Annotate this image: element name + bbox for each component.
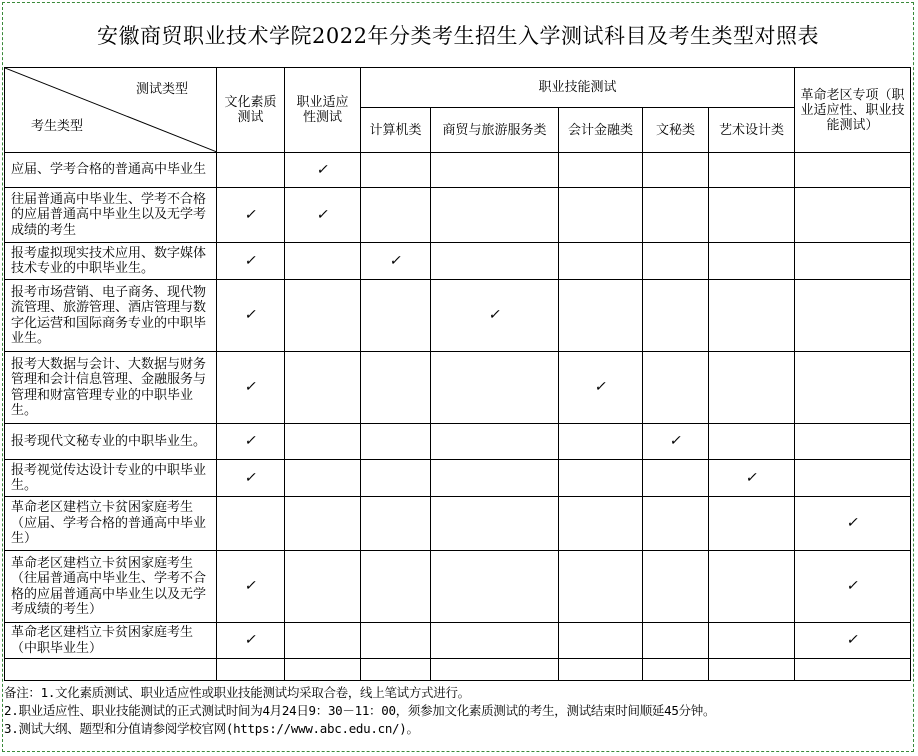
- corner-bottom-label: 考生类型: [31, 119, 84, 134]
- row-label: 报考市场营销、电子商务、现代物流管理、旅游管理、酒店管理与数字化运营和国际商务专业的中职毕业生。: [5, 280, 217, 352]
- check-cell: [285, 497, 361, 551]
- check-mark-icon: ✓: [243, 379, 259, 395]
- check-cell: [795, 497, 911, 551]
- row-label: 往届普通高中毕业生、学考不合格的应届普通高中毕业生以及无学考成绩的考生: [5, 188, 217, 243]
- check-cell: [431, 497, 559, 551]
- check-cell: [361, 551, 431, 623]
- row-label: 应届、学考合格的普通高中毕业生: [5, 153, 217, 188]
- empty-cell: [285, 659, 361, 681]
- empty-cell: [559, 659, 643, 681]
- table-row: [5, 424, 911, 460]
- check-cell: [559, 280, 643, 352]
- check-cell: [643, 188, 709, 243]
- corner-top-label: 测试类型: [135, 82, 188, 97]
- page-title: 安徽商贸职业技术学院2022年分类考生招生入学测试科目及考生类型对照表: [97, 24, 819, 48]
- row-label: 革命老区建档立卡贫困家庭考生（往届普通高中毕业生、学考不合格的应届普通高中毕业生以及无学考成绩的考生）: [5, 551, 217, 623]
- check-cell: [795, 153, 911, 188]
- check-cell: [709, 243, 795, 280]
- check-cell: [795, 243, 911, 280]
- check-cell: [559, 460, 643, 497]
- check-mark-icon: ✓: [668, 433, 684, 449]
- check-cell: [285, 188, 361, 243]
- check-mark-icon: ✓: [243, 433, 259, 449]
- check-mark-icon: ✓: [243, 252, 259, 269]
- check-cell: [217, 551, 285, 623]
- empty-cell: [709, 659, 795, 681]
- check-mark-icon: ✓: [243, 307, 259, 323]
- note-line: 2.职业适应性、职业技能测试的正式测试时间为4月24日9：30－11：00，须参加文化素质测试的考生，测试结束时间顺延45分钟。: [4, 703, 716, 718]
- col-header-skill-computer: 计算机类: [361, 108, 431, 153]
- note-line: 备注：1.文化素质测试、职业适应性或职业技能测试均采取合卷，线上笔试方式进行。: [4, 685, 470, 700]
- check-cell: [795, 424, 911, 460]
- check-cell: [795, 280, 911, 352]
- check-cell: [285, 153, 361, 188]
- check-cell: [643, 460, 709, 497]
- check-mark-icon: ✓: [243, 206, 259, 223]
- check-cell: [431, 424, 559, 460]
- col-header-skill-group: 职业技能测试: [361, 68, 795, 108]
- check-cell: [217, 424, 285, 460]
- row-label: 报考虚拟现实技术应用、数字媒体技术专业的中职毕业生。: [5, 243, 217, 280]
- check-mark-icon: ✓: [593, 379, 609, 395]
- check-cell: [285, 424, 361, 460]
- check-cell: [361, 153, 431, 188]
- check-cell: [361, 497, 431, 551]
- col-header-skill-finance: 会计金融类: [559, 108, 643, 153]
- check-cell: [217, 352, 285, 424]
- col-header-skill-trade: 商贸与旅游服务类: [431, 108, 559, 153]
- check-cell: [285, 623, 361, 659]
- empty-cell: [795, 659, 911, 681]
- check-cell: [285, 280, 361, 352]
- check-mark-icon: ✓: [315, 161, 331, 178]
- table-row: [5, 497, 911, 551]
- row-label: 报考视觉传达设计专业的中职毕业生。: [5, 460, 217, 497]
- table-row: [5, 153, 911, 188]
- check-cell: [217, 243, 285, 280]
- check-mark-icon: ✓: [845, 632, 861, 648]
- empty-cell: [5, 659, 217, 681]
- check-cell: [361, 243, 431, 280]
- check-cell: [795, 551, 911, 623]
- row-label: 革命老区建档立卡贫困家庭考生（中职毕业生）: [5, 623, 217, 659]
- subject-table: [4, 67, 911, 681]
- table-row: [5, 460, 911, 497]
- table-row: [5, 243, 911, 280]
- check-cell: [285, 551, 361, 623]
- check-cell: [559, 188, 643, 243]
- check-mark-icon: ✓: [487, 307, 503, 323]
- table-row: [5, 352, 911, 424]
- empty-cell: [361, 659, 431, 681]
- check-cell: [559, 497, 643, 551]
- check-mark-icon: ✓: [315, 206, 331, 223]
- check-cell: [643, 153, 709, 188]
- table-row: [5, 623, 911, 659]
- check-cell: [643, 280, 709, 352]
- check-cell: [559, 352, 643, 424]
- col-header-skill-art: 艺术设计类: [709, 108, 795, 153]
- check-cell: [709, 352, 795, 424]
- empty-cell: [217, 659, 285, 681]
- check-cell: [361, 280, 431, 352]
- check-cell: [285, 460, 361, 497]
- check-cell: [431, 551, 559, 623]
- check-cell: [559, 153, 643, 188]
- check-cell: [285, 243, 361, 280]
- check-cell: [643, 424, 709, 460]
- notes-section: [4, 684, 912, 738]
- corner-header-cell: [5, 68, 217, 153]
- check-cell: [361, 188, 431, 243]
- check-cell: [795, 352, 911, 424]
- check-cell: [361, 424, 431, 460]
- check-cell: [361, 352, 431, 424]
- check-cell: [795, 188, 911, 243]
- check-cell: [361, 623, 431, 659]
- check-cell: [709, 460, 795, 497]
- check-mark-icon: ✓: [243, 469, 259, 486]
- row-label: 革命老区建档立卡贫困家庭考生（应届、学考合格的普通高中毕业生）: [5, 497, 217, 551]
- row-label: 报考现代文秘专业的中职毕业生。: [5, 424, 217, 460]
- check-cell: [431, 280, 559, 352]
- check-mark-icon: ✓: [845, 578, 861, 594]
- check-cell: [709, 188, 795, 243]
- check-mark-icon: ✓: [243, 632, 259, 648]
- check-cell: [559, 551, 643, 623]
- col-header-skill-secretary: 文秘类: [643, 108, 709, 153]
- check-mark-icon: ✓: [845, 515, 861, 531]
- empty-row: [5, 659, 911, 681]
- check-cell: [559, 623, 643, 659]
- check-cell: [431, 243, 559, 280]
- diagonal-line: [5, 68, 217, 152]
- check-cell: [709, 424, 795, 460]
- check-cell: [361, 460, 431, 497]
- empty-cell: [643, 659, 709, 681]
- check-cell: [709, 551, 795, 623]
- check-cell: [431, 460, 559, 497]
- check-cell: [643, 497, 709, 551]
- check-cell: [285, 352, 361, 424]
- check-cell: [559, 424, 643, 460]
- check-cell: [643, 352, 709, 424]
- check-cell: [709, 497, 795, 551]
- check-mark-icon: ✓: [243, 578, 259, 594]
- col-header-adapt: 职业适应性测试: [285, 68, 361, 153]
- col-header-culture: 文化素质测试: [217, 68, 285, 153]
- check-cell: [643, 551, 709, 623]
- check-cell: [217, 153, 285, 188]
- check-cell: [431, 352, 559, 424]
- check-cell: [709, 623, 795, 659]
- row-label: 报考大数据与会计、大数据与财务管理和会计信息管理、金融服务与管理和财富管理专业的中职毕业生。: [5, 352, 217, 424]
- note-line: 3.测试大纲、题型和分值请参阅学校官网(https://www.abc.edu.cn/)。: [4, 721, 419, 736]
- check-cell: [217, 460, 285, 497]
- table-row: [5, 188, 911, 243]
- check-cell: [795, 623, 911, 659]
- check-cell: [431, 153, 559, 188]
- check-mark-icon: ✓: [388, 252, 404, 269]
- check-cell: [217, 188, 285, 243]
- check-cell: [217, 280, 285, 352]
- check-cell: [217, 623, 285, 659]
- check-cell: [431, 623, 559, 659]
- check-cell: [643, 243, 709, 280]
- check-cell: [559, 243, 643, 280]
- check-cell: [431, 188, 559, 243]
- check-cell: [217, 497, 285, 551]
- col-header-special: 革命老区专项（职业适应性、职业技能测试）: [795, 68, 911, 153]
- check-cell: [709, 153, 795, 188]
- table-row: [5, 551, 911, 623]
- check-cell: [643, 623, 709, 659]
- check-cell: [709, 280, 795, 352]
- check-mark-icon: ✓: [744, 469, 760, 486]
- empty-cell: [431, 659, 559, 681]
- table-row: [5, 280, 911, 352]
- check-cell: [795, 460, 911, 497]
